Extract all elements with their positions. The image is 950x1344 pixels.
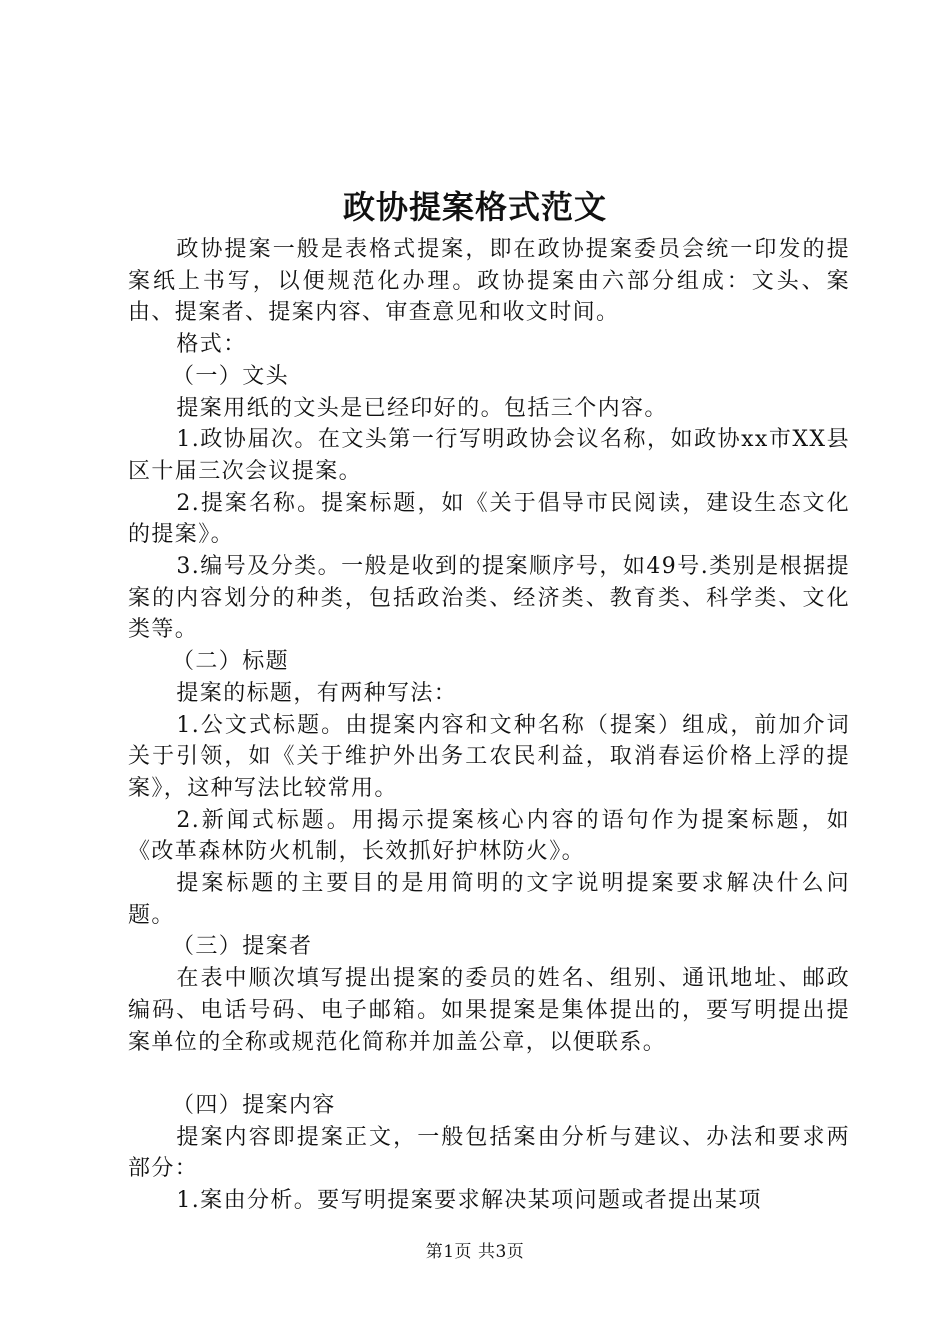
paragraph: 2.新闻式标题。用揭示提案核心内容的语句作为提案标题，如《改革森林防火机制，长效抓好护林防火》。: [128, 807, 850, 865]
paragraph: 提案的标题，有两种写法：: [176, 680, 458, 706]
paragraph: 1.案由分析。要写明提案要求解决某项问题或者提出某项: [176, 1188, 762, 1214]
paragraph: 3.编号及分类。一般是收到的提案顺序号，如49号.类别是根据提案的内容划分的种类，包括政治类、经济类、教育类、科学类、文化类等。: [128, 554, 850, 643]
page-footer: 第1页 共3页: [425, 1242, 525, 1262]
paragraph: 1.政协届次。在文头第一行写明政协会议名称，如政协xx市XX县区十届三次会议提案。: [128, 427, 850, 484]
section-heading-1: （一）文头: [172, 363, 290, 389]
paragraph: 在表中顺次填写提出提案的委员的姓名、组别、通讯地址、邮政编码、电话号码、电子邮箱。如果提案是集体提出的，要写明提出提案单位的全称或规范化简称并加盖公章，以便联系。: [128, 966, 850, 1055]
paragraph: 1.公文式标题。由提案内容和文种名称（提案）组成，前加介词关于引领，如《关于维护外出务工农民利益，取消春运价格上浮的提案》，这种写法比较常用。: [128, 712, 850, 801]
page-title: 政协提案格式范文: [342, 188, 607, 226]
section-heading-2: （二）标题: [172, 649, 290, 675]
section-heading-3: （三）提案者: [172, 934, 313, 960]
blank-line: [128, 1058, 850, 1090]
paragraph-intro: 政协提案一般是表格式提案，即在政协提案委员会统一印发的提案纸上书写，以便规范化办理。政协提案由六部分组成：文头、案由、提案者、提案内容、审查意见和收文时间。: [128, 237, 850, 326]
paragraph: 提案内容即提案正文，一般包括案由分析与建议、办法和要求两部分：: [128, 1124, 850, 1182]
paragraph: 提案标题的主要目的是用简明的文字说明提案要求解决什么问题。: [128, 871, 850, 928]
document-body: [128, 234, 850, 1217]
paragraph: 提案用纸的文头是已经印好的。包括三个内容。: [176, 395, 668, 421]
paragraph: 2.提案名称。提案标题，如《关于倡导市民阅读，建设生态文化的提案》。: [128, 490, 850, 548]
section-heading-4: （四）提案内容: [172, 1092, 336, 1118]
paragraph-format-label: 格式：: [176, 332, 247, 358]
